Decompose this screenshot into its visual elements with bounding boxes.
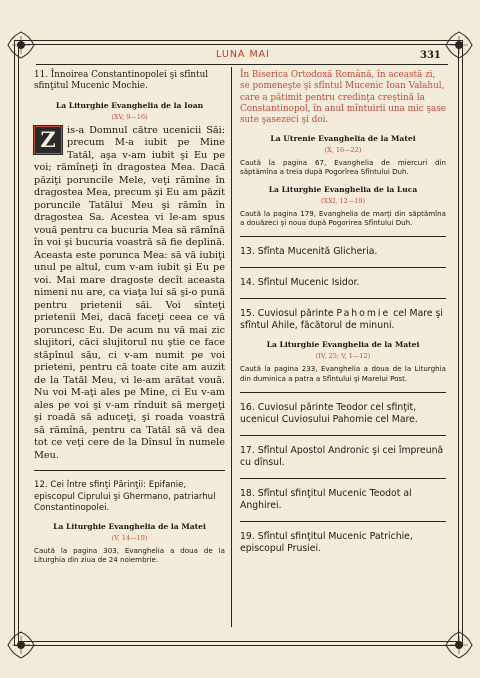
saint-entry-15-suffix: cel Mare şi sfîntul Ahile, făcătorul de minuni.	[240, 308, 443, 332]
running-header: LUNA MAI	[216, 49, 270, 60]
liturgy-heading: La Liturghie Evanghelia de la Matei	[53, 521, 206, 531]
scripture-reference: (XV, 9—16)	[111, 112, 148, 121]
saint-entry-18: 18. Sfîntul sfinţitul Mucenic Teodot al Anghirei.	[240, 488, 412, 512]
saint-entry-11: 11. Înnoirea Constantinopolei şi sfîntul sfinţitul Mucenic Mochie.	[34, 70, 209, 92]
section-divider	[34, 470, 225, 471]
section-divider	[240, 435, 446, 436]
scripture-reference: (IV, 25; V, 1—12)	[315, 352, 371, 361]
corner-ornament-icon	[6, 30, 36, 60]
saint-entry-12: 12. Cei între sfinţi Părinţii: Epifanie, episcopul Ciprului şi Ghermano, patriarhul Constantinopolei.	[34, 480, 216, 513]
saint-entry-13: 13. Sfînta Mucenită Glicheria.	[240, 246, 378, 258]
section-divider	[240, 478, 446, 479]
drop-cap-initial: Z	[34, 126, 62, 154]
section-divider	[240, 298, 446, 299]
reading-note: Caută la pagina 179, Evanghelia de marţi din săptămîna a douăzeci şi noua după Pogorirea Sfîntului Duh.	[240, 208, 446, 227]
gospel-body: is-a Domnul către ucenicii Săi: precum M-a iubit pe Mine Tatăl, aşa v-am iubit şi Eu pe voi; rămîneţi în dragostea Mea. Dacă păziţi poruncile Mele, veţi rămîne în dragostea Mea, precum şi Eu am păzit poruncile Tatălui Meu şi rămîn în dragostea Sa. Acestea vi le-am spus vouă pentru ca bucuria Mea să rămînă în voi şi bucuria voastră să fie deplină. Aceasta este porunca Mea: să vă iubiţi unul pe altul, cum v-am iubit şi Eu pe voi. Mai mare dragoste decît aceasta nimeni nu are, ca viaţa lui să şi-o pună pentru prietenii săi. Voi sînteţi prietenii Mei, dacă faceţi ceea ce vă poruncesc Eu. De acum nu vă mai zic slujitori, căci slujitorul nu ştie ce face stăpînul său, ci v-am numit pe voi prieteni, pentru că toate cite am auzit de la Tatăl Meu, vi le-am arătat vouă. Nu voi M-aţi ales pe Mine, ci Eu v-am ales pe voi şi v-am rînduit să mergeţi şi roadă să aduceţi, şi roada voastră să rămînă, pentru ca Tatăl să vă dea tot ce veţi cere de la Dînsul în numele Meu.	[34, 124, 225, 461]
reading-note: Caută la pagina 303, Evanghelia a doua de la Liturghia din ziua de 24 noiembrie.	[34, 545, 225, 565]
saint-entry-15-prefix: 15. Cuviosul părinte	[240, 308, 337, 320]
liturgy-heading: La Liturghie Evanghelia de la Matei	[266, 340, 420, 350]
right-column	[240, 70, 446, 556]
saint-entry-16: 16. Cuviosul părinte Teodor cel sfinţit, ucenicul Cuviosului Pahomie cel Mare.	[240, 401, 418, 425]
saint-entry-14: 14. Sfîntul Mucenic Isidor.	[240, 277, 360, 289]
section-divider	[240, 392, 446, 393]
saint-entry-17: 17. Sfîntul Apostol Andronic şi cei împreună cu dînsul.	[240, 445, 444, 469]
corner-ornament-icon	[6, 630, 36, 660]
scripture-reference: (X, 16—22)	[324, 146, 362, 155]
reading-note: Caută la pagina 67, Evanghelia de miercuri din săptămîna a treia după Pogorîrea Sfîntului Duh.	[240, 158, 446, 177]
saint-entry-19: 19. Sfîntul sfinţitul Mucenic Patrichie, episcopul Prusiei.	[240, 531, 413, 555]
gospel-text	[34, 125, 225, 463]
corner-ornament-icon	[444, 630, 474, 660]
section-divider	[240, 267, 446, 268]
reading-note: Caută la pagina 233, Evanghelia a doua de la Liturghia din duminica a patra a Sfîntului şi Marelui Post.	[240, 364, 446, 383]
left-column	[34, 70, 225, 564]
commemoration-note: În Biserica Ortodoxă Română, în această zi, se pomeneşte şi sfîntul Mucenic Ioan Valahul, care a pătimit pentru credinţa creştină la Constantinopol, în anul mîntuirii una mic şase sute şasezeci şi doi.	[240, 70, 446, 125]
page-number: 331	[420, 50, 441, 61]
column-divider	[231, 67, 232, 627]
saint-name-pahomie: Pahomie	[336, 308, 391, 320]
header-divider	[36, 64, 448, 65]
corner-ornament-icon	[444, 30, 474, 60]
scripture-reference: (XXI, 12—19)	[320, 196, 366, 205]
scripture-reference: (V, 14—19)	[111, 533, 148, 542]
liturgy-heading: La Liturghie Evanghelia de la Ioan	[55, 100, 204, 110]
saint-entry-15	[240, 308, 446, 332]
matins-heading: La Utrenie Evanghelia de la Matei	[270, 134, 416, 144]
section-divider	[240, 521, 446, 522]
liturgy-heading: La Liturghie Evanghelia de la Luca	[268, 184, 418, 194]
section-divider	[240, 236, 446, 237]
